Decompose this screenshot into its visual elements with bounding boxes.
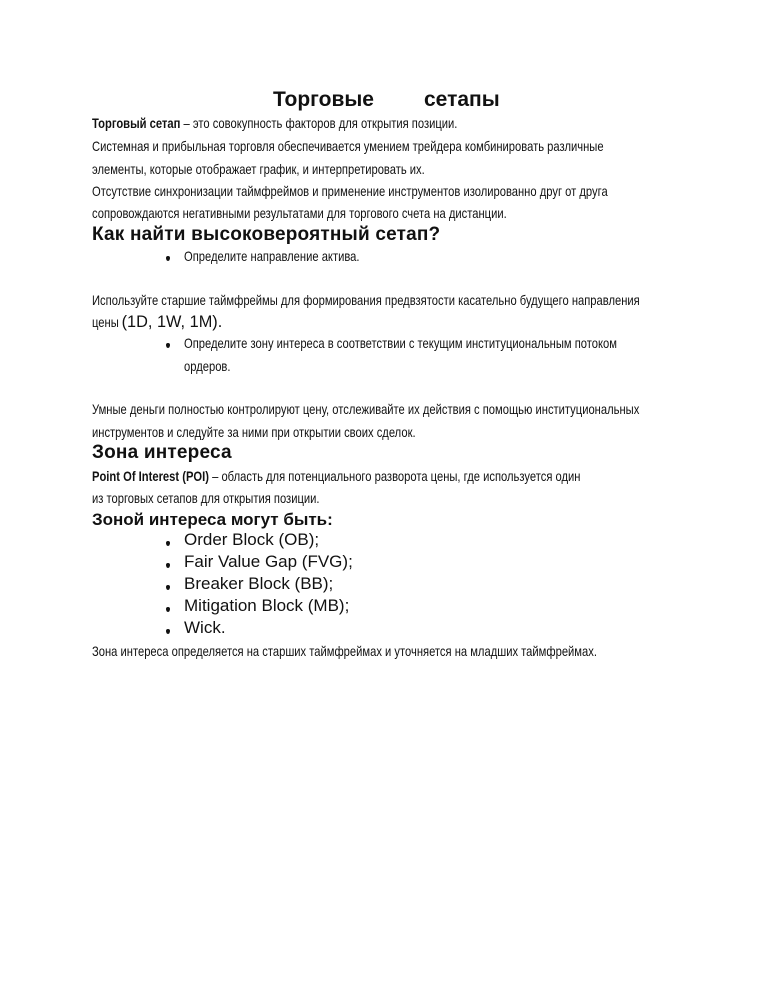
poi-term: Point Of Interest (POI)	[92, 468, 209, 484]
intro-line-2-text: Системная и прибыльная торговля обеспечивается умением трейдера комбинировать различные	[92, 138, 604, 154]
bullet-icon	[166, 607, 170, 612]
page-title	[273, 88, 500, 112]
section-1-bullet-1	[184, 246, 403, 266]
bullet-icon	[166, 541, 170, 546]
bullet-icon	[166, 563, 170, 568]
section-1-para-2-line-1	[92, 399, 768, 419]
section-1-bullet-2-line-2	[184, 356, 242, 376]
section-1-para-1-line-1-text: Используйте старшие таймфреймы для формирования предвзятости касательно будущего направления	[92, 292, 640, 308]
title-word-2: сетапы	[423, 88, 500, 111]
bullet-icon	[166, 256, 170, 261]
poi-line-2-text: из торговых сетапов для открытия позиции.	[92, 490, 320, 506]
poi-list-item: Wick.	[184, 618, 226, 637]
section-1-heading: Как найти высоковероятный сетап?	[92, 224, 441, 245]
intro-line-2	[92, 136, 731, 156]
intro-line-1	[92, 113, 549, 133]
timeframes-text: (1D, 1W, 1M).	[121, 312, 223, 331]
section-2-subheading: Зоной интереса могут быть:	[92, 510, 333, 529]
poi-list-item: Mitigation Block (MB);	[184, 596, 350, 615]
section-1-para-2-line-1-text: Умные деньги полностью контролируют цену, отслеживайте их действия с помощью институциональных	[92, 401, 640, 417]
poi-line-2	[92, 488, 376, 508]
section-2-closing	[92, 641, 723, 661]
section-1-bullet-2-text-2: ордеров.	[184, 358, 231, 374]
bullet-icon	[166, 629, 170, 634]
para-1-price-label: цены	[92, 314, 122, 330]
poi-line-1	[92, 466, 703, 486]
intro-definition: – это совокупность факторов для открытия позиции.	[180, 115, 458, 131]
poi-list-item: Fair Value Gap (FVG);	[184, 552, 353, 571]
section-1-bullet-2-line-1	[184, 333, 725, 353]
section-1-para-1-line-1	[92, 290, 768, 310]
poi-list-item: Breaker Block (BB);	[184, 574, 334, 593]
section-1-bullet-2-text: Определите зону интереса в соответствии с текущим институциональным потоком	[184, 335, 617, 351]
intro-line-3-text: элементы, которые отображает график, и интерпретировать их.	[92, 161, 425, 177]
section-1-para-2-line-2	[92, 422, 496, 442]
section-1-bullet-1-text: Определите направление актива.	[184, 248, 360, 264]
section-1-para-1-line-2	[92, 312, 234, 332]
poi-definition: – область для потенциального разворота цены, где используется один	[208, 468, 581, 484]
bullet-icon	[166, 585, 170, 590]
intro-line-5-text: сопровождаются негативными результатами для торгового счета на дистанции.	[92, 205, 507, 221]
bullet-icon	[166, 343, 170, 348]
poi-list-item: Order Block (OB);	[184, 530, 320, 549]
section-2-closing-text: Зона интереса определяется на старших таймфреймах и уточняется на младших таймфреймах.	[92, 643, 597, 659]
section-2-heading: Зона интереса	[92, 442, 232, 463]
intro-line-3	[92, 159, 508, 179]
title-word-1: Торговые	[273, 88, 374, 111]
intro-line-4	[92, 181, 737, 201]
intro-line-4-text: Отсутствие синхронизации таймфреймов и применение инструментов изолированно друг от друга	[92, 183, 608, 199]
intro-line-5	[92, 203, 610, 223]
intro-bold-term: Торговый сетап	[92, 115, 181, 131]
section-1-para-2-line-2-text: инструментов и следуйте за ними при открытии своих сделок.	[92, 424, 416, 440]
